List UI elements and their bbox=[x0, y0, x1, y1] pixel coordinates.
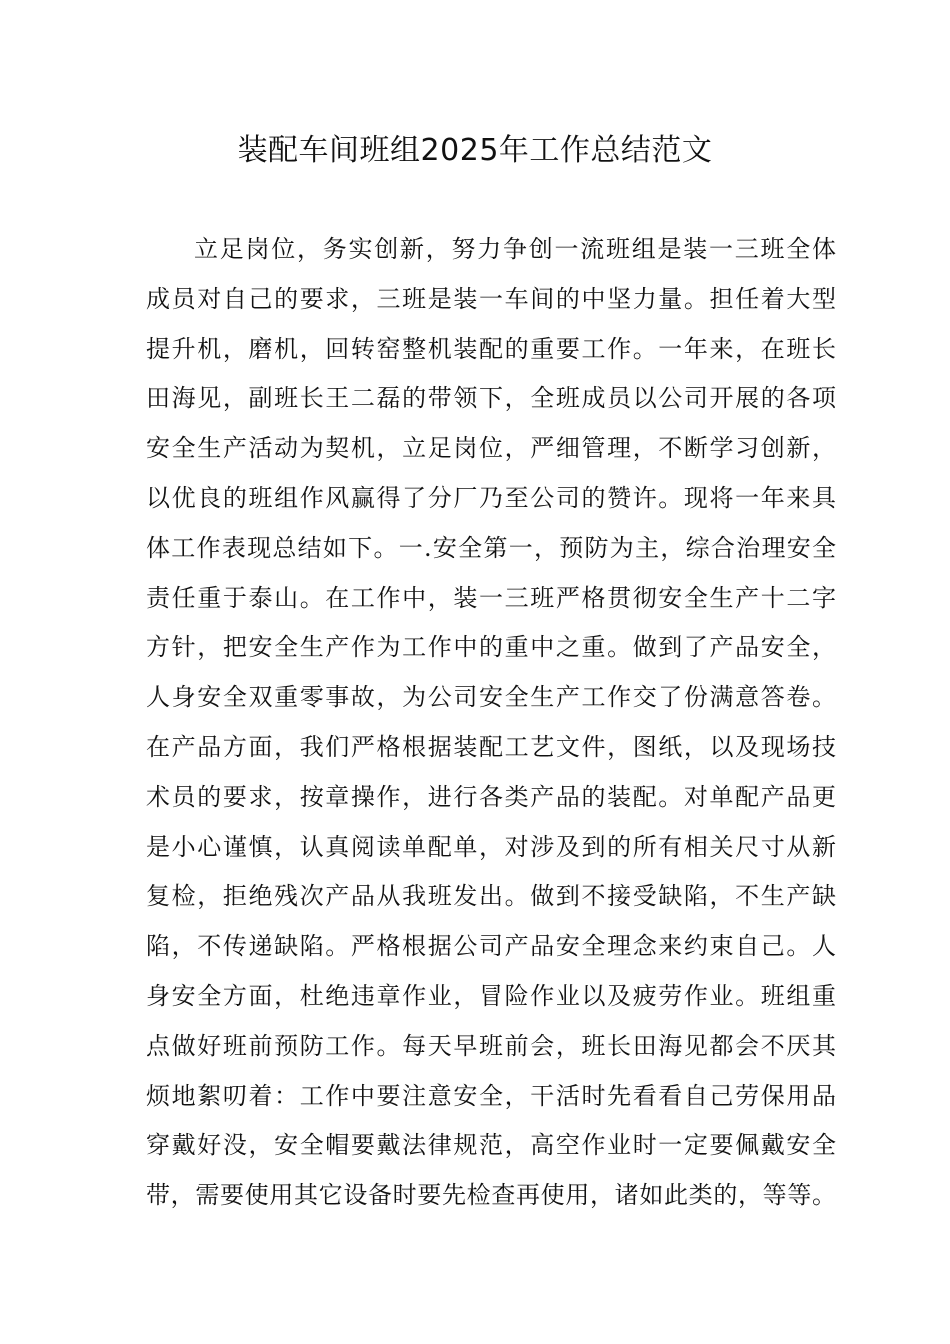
paragraph-line: 陷，不传递缺陷。严格根据公司产品安全理念来约束自己。人 bbox=[146, 932, 836, 961]
paragraph-line: 田海见，副班长王二磊的带领下，全班成员以公司开展的各项 bbox=[146, 384, 836, 413]
paragraph-line: 复检，拒绝残次产品从我班发出。做到不接受缺陷，不生产缺 bbox=[146, 882, 836, 911]
paragraph-line: 是小心谨慎，认真阅读单配单，对涉及到的所有相关尺寸从新 bbox=[146, 832, 836, 861]
document-body bbox=[146, 225, 836, 1221]
paragraph-line: 穿戴好没，安全帽要戴法律规范，高空作业时一定要佩戴安全 bbox=[146, 1131, 836, 1160]
paragraph-line: 在产品方面，我们严格根据装配工艺文件，图纸，以及现场技 bbox=[146, 732, 836, 761]
paragraph-line: 成员对自己的要求，三班是装一车间的中坚力量。担任着大型 bbox=[146, 284, 836, 313]
paragraph-line: 责任重于泰山。在工作中，装一三班严格贯彻安全生产十二字 bbox=[146, 583, 836, 612]
paragraph-line: 人身安全双重零事故，为公司安全生产工作交了份满意答卷。 bbox=[146, 683, 836, 712]
paragraph-line: 体工作表现总结如下。一.安全第一，预防为主，综合治理安全 bbox=[146, 533, 836, 562]
paragraph-line: 立足岗位，务实创新，努力争创一流班组是装一三班全体 bbox=[194, 235, 836, 263]
paragraph-line: 以优良的班组作风赢得了分厂乃至公司的赞许。现将一年来具 bbox=[146, 483, 836, 512]
paragraph-line: 提升机，磨机，回转窑整机装配的重要工作。一年来，在班长 bbox=[146, 334, 836, 363]
document-title: 装配车间班组2025年工作总结范文 bbox=[237, 133, 713, 168]
paragraph-line: 方针，把安全生产作为工作中的重中之重。做到了产品安全， bbox=[146, 633, 836, 662]
paragraph-line: 身安全方面，杜绝违章作业，冒险作业以及疲劳作业。班组重 bbox=[146, 981, 836, 1010]
paragraph-line: 烦地絮叨着：工作中要注意安全，干活时先看看自己劳保用品 bbox=[146, 1081, 836, 1110]
paragraph-line: 点做好班前预防工作。每天早班前会，班长田海见都会不厌其 bbox=[146, 1031, 836, 1060]
paragraph-line: 术员的要求，按章操作，进行各类产品的装配。对单配产品更 bbox=[146, 782, 836, 811]
paragraph-line: 安全生产活动为契机，立足岗位，严细管理，不断学习创新， bbox=[146, 434, 836, 463]
paragraph-line: 带，需要使用其它设备时要先检查再使用，诸如此类的，等等。 bbox=[146, 1181, 836, 1210]
